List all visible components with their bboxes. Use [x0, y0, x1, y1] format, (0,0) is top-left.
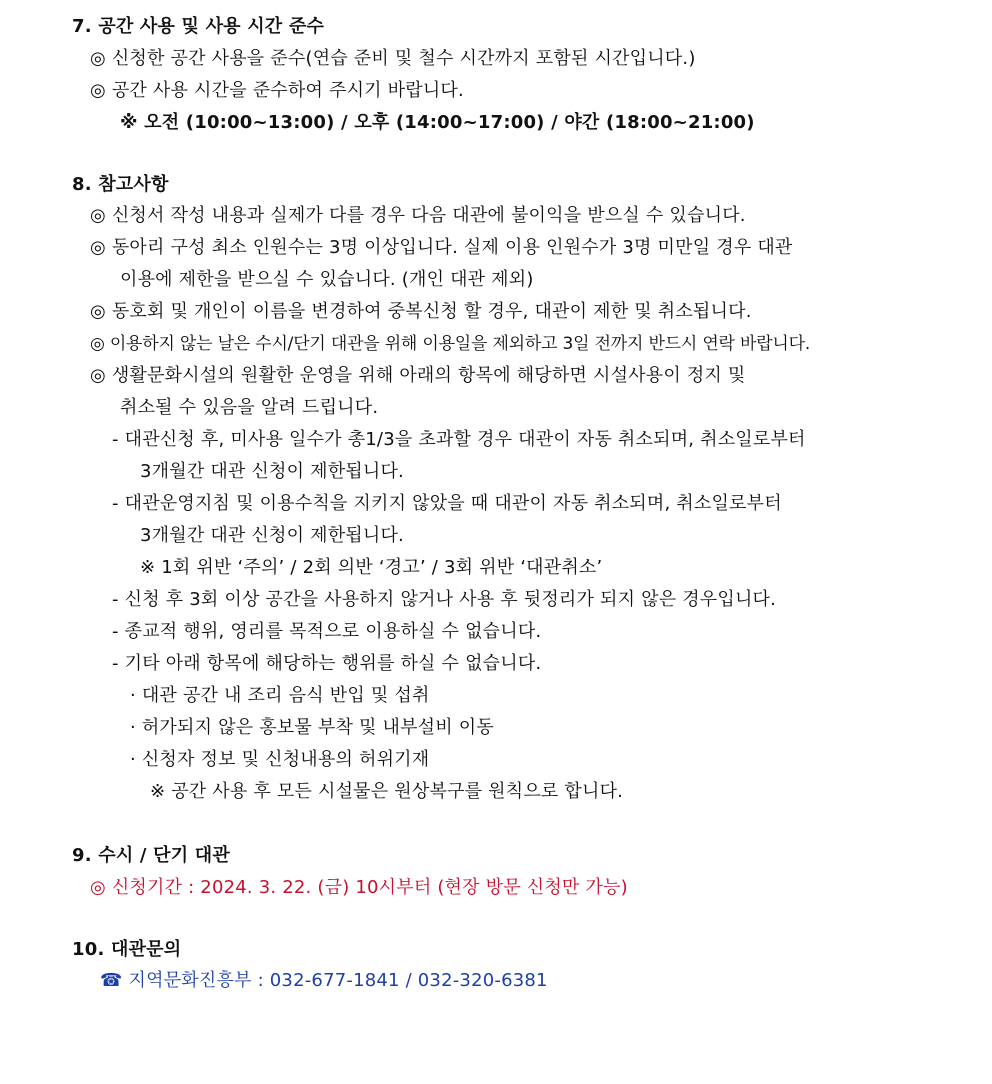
section8-line-4: ◎ 동호회 및 개인이 이름을 변경하여 중복신청 할 경우, 대관이 제한 및 취소됩니다.: [90, 301, 752, 322]
section8-line-10: - 대관운영지침 및 이용수칙을 지키지 않았을 때 대관이 자동 취소되며, 취소일로부터: [112, 493, 782, 514]
section8-line-3: 이용에 제한을 받으실 수 있습니다. (개인 대관 제외): [120, 269, 534, 290]
section8-line-8: - 대관신청 후, 미사용 일수가 총1/3을 초과할 경우 대관이 자동 취소되며, 취소일로부터: [112, 429, 806, 450]
section7-heading: 7. 공간 사용 및 사용 시간 준수: [72, 16, 325, 37]
section8-heading: 8. 참고사항: [72, 174, 169, 195]
section7-time-note: ※ 오전 (10:00~13:00) / 오후 (14:00~17:00) / 야간 (18:00~21:00): [120, 112, 755, 133]
section8-line-17: · 허가되지 않은 홍보물 부착 및 내부설비 이동: [130, 717, 494, 738]
section9-heading: 9. 수시 / 단기 대관: [72, 845, 230, 866]
section8-line-16: · 대관 공간 내 조리 음식 반입 및 섭취: [130, 685, 430, 706]
section10-heading: 10. 대관문의: [72, 939, 182, 960]
section10-contact-line: ☎ 지역문화진흥부 : 032-677-1841 / 032-320-6381: [100, 970, 548, 991]
section8-line-12: ※ 1회 위반 ‘주의’ / 2회 의반 ‘경고’ / 3회 위반 ‘대관취소’: [140, 557, 603, 578]
section9-application-period: ◎ 신청기간 : 2024. 3. 22. (금) 10시부터 (현장 방문 신청만 가능): [90, 877, 628, 898]
section8-line-5: ◎ 이용하지 않는 날은 수시/단기 대관을 위해 이용일을 제외하고 3일 전까지 반드시 연락 바랍니다.: [90, 334, 811, 354]
section8-line-19: ※ 공간 사용 후 모든 시설물은 원상복구를 원칙으로 합니다.: [150, 781, 624, 802]
section8-line-15: - 기타 아래 항목에 해당하는 행위를 하실 수 없습니다.: [112, 653, 542, 674]
section7-bullet-1: ◎ 신청한 공간 사용을 준수(연습 준비 및 철수 시간까지 포함된 시간입니다.): [90, 48, 696, 69]
section8-line-6: ◎ 생활문화시설의 원활한 운영을 위해 아래의 항목에 해당하면 시설사용이 정지 및: [90, 365, 746, 386]
section8-line-7: 취소될 수 있음을 알려 드립니다.: [120, 397, 379, 418]
section8-line-13: - 신청 후 3회 이상 공간을 사용하지 않거나 사용 후 뒷정리가 되지 않은 경우입니다.: [112, 589, 777, 610]
section8-line-2: ◎ 동아리 구성 최소 인원수는 3명 이상입니다. 실제 이용 인원수가 3명 미만일 경우 대관: [90, 237, 793, 258]
section8-line-1: ◎ 신청서 작성 내용과 실제가 다를 경우 다음 대관에 불이익을 받으실 수 있습니다.: [90, 205, 746, 226]
section8-line-11: 3개월간 대관 신청이 제한됩니다.: [140, 525, 404, 546]
section8-line-9: 3개월간 대관 신청이 제한됩니다.: [140, 461, 404, 482]
section7-bullet-2: ◎ 공간 사용 시간을 준수하여 주시기 바랍니다.: [90, 80, 464, 101]
section8-line-18: · 신청자 정보 및 신청내용의 허위기재: [130, 749, 430, 770]
section8-line-14: - 종교적 행위, 영리를 목적으로 이용하실 수 없습니다.: [112, 621, 542, 642]
